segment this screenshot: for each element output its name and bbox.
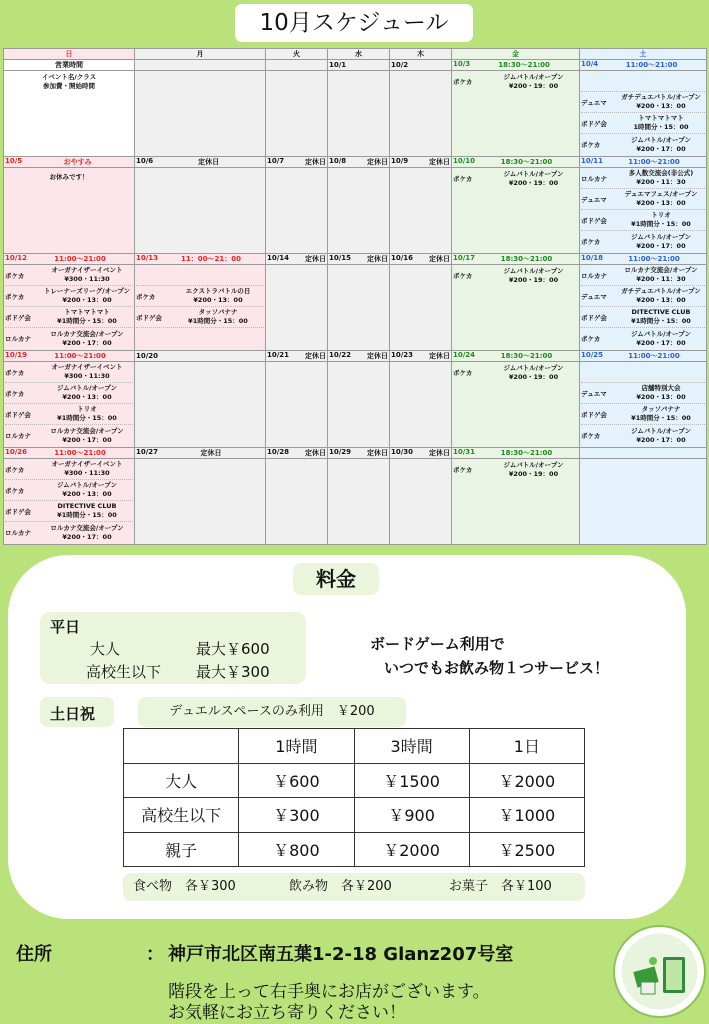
closed-label: 定休日 xyxy=(429,449,450,457)
date-cell: 10/1 xyxy=(328,60,390,71)
event-item: ボドゲ会 DITECTIVE CLUB ¥1時間分・15：00 xyxy=(581,307,705,328)
hours-cell: 11：00～21：00 xyxy=(181,255,241,263)
hours-cell: 11:00～21:00 xyxy=(628,255,680,263)
event-item: デュエマ ガチデュエバトル/オープン ¥200・13：00 xyxy=(581,286,705,307)
hours-cell: 18:30～21:00 xyxy=(500,158,553,166)
date-cell: 10/19 xyxy=(5,351,28,359)
snack-price: お菓子 各￥100 xyxy=(449,879,552,894)
date-cell: 10/12 xyxy=(5,254,28,262)
status-cell: おやすみ xyxy=(63,158,92,166)
date-cell: 10/13 xyxy=(136,254,159,262)
week2-events-row xyxy=(4,168,707,254)
event-item: ポケカ ジムバトル/オープン ¥200・19：00 xyxy=(453,266,564,284)
closed-label: 定休日 xyxy=(305,449,326,457)
hours-cell: 11:00～21:00 xyxy=(628,158,680,166)
week3-date-row xyxy=(4,254,707,265)
event-item: ポケカ オーガナイザーイベント ¥300・11:30 xyxy=(5,362,133,383)
date-cell: 10/23 xyxy=(391,351,414,359)
hours-cell: 18:30～21:00 xyxy=(498,61,550,69)
event-item: デュエマ デュエマフェス/オープン ¥200・13：00 xyxy=(581,189,705,210)
closed-label: 定休日 xyxy=(305,352,326,360)
week2-date-row xyxy=(4,157,707,168)
event-item: ボドゲ会 タッソバナナ ¥1時間分・15：00 xyxy=(136,307,264,328)
student-price: 最大￥300 xyxy=(196,663,270,681)
date-cell: 10/30 xyxy=(391,448,414,456)
weekday-mon: 月 xyxy=(135,49,266,60)
hours-cell: 11:00～21:00 xyxy=(54,255,106,263)
event-item: ポケカ ジムバトル/オープン ¥200・19：00 xyxy=(453,72,564,90)
closed-label: 定休日 xyxy=(367,255,388,263)
date-cell: 10/9 xyxy=(391,157,409,165)
event-item: ボドゲ会 トリオ ¥1時間分・15：00 xyxy=(581,210,705,231)
event-item: ボドゲ会 トマトマトマト 1時間分・15：00 xyxy=(581,113,705,134)
hours-label: 営業時間 xyxy=(4,60,135,71)
event-item: ポケカ ジムバトル/オープン ¥200・19：00 xyxy=(453,169,564,187)
food-price: 食べ物 各￥300 xyxy=(133,879,236,894)
event-item: ロルカナ ロルカナ交流会/オープン ¥200・17：00 xyxy=(5,426,124,444)
weekday-sun: 日 xyxy=(4,49,135,60)
weekday-label: 平日 xyxy=(50,618,81,636)
event-item: ポケカ ジムバトル/オープン ¥200・19：00 xyxy=(453,363,564,381)
weekday-thu: 木 xyxy=(390,49,452,60)
event-item: ポケカ ジムバトル/オープン ¥200・17：00 xyxy=(581,329,691,347)
table-row: 高校生以下 ￥300 ￥900 ￥1000 xyxy=(124,798,585,833)
closed-label: 定休日 xyxy=(429,352,450,360)
weekday-header-row xyxy=(4,49,707,60)
date-cell: 10/31 xyxy=(453,448,476,456)
drink-price: 飲み物 各￥200 xyxy=(289,879,392,894)
hours-cell: 11:00～21:00 xyxy=(54,352,106,360)
hours-cell: 11:00～21:00 xyxy=(54,449,106,457)
date-cell: 10/6 xyxy=(136,157,154,165)
date-cell: 10/8 xyxy=(329,157,347,165)
event-label: イベント名/クラス xyxy=(41,73,97,81)
date-cell: 10/11 xyxy=(581,157,604,165)
hours-cell: 11:00～21:00 xyxy=(628,352,680,360)
price-table xyxy=(123,728,585,867)
date-cell: 10/20 xyxy=(136,352,159,360)
closed-label: 定休日 xyxy=(429,158,450,166)
event-item: ポケカ ジムバトル/オープン ¥200・13：00 xyxy=(5,480,133,501)
event-item: ボドゲ会 トリオ ¥1時間分・15：00 xyxy=(5,404,133,425)
date-cell: 10/14 xyxy=(267,254,290,262)
pricing-title: 料金 xyxy=(293,563,379,595)
closed-label: 定休日 xyxy=(200,449,222,457)
table-row: 親子 ￥800 ￥2000 ￥2500 xyxy=(124,832,585,867)
week4-date-row xyxy=(4,351,707,362)
date-cell: 10/28 xyxy=(267,448,290,456)
address-label: 住所 xyxy=(16,944,52,965)
event-item: ポケカ オーガナイザーイベント ¥300・11:30 xyxy=(5,265,133,286)
week1-date-row xyxy=(4,60,707,71)
event-item: デュエマ ガチデュエバトル/オープン ¥200・13：00 xyxy=(581,92,705,113)
closed-label: 定休日 xyxy=(305,158,326,166)
logo-icon xyxy=(615,927,704,1016)
page-title: 10月スケジュール xyxy=(235,4,473,42)
event-item xyxy=(136,328,264,349)
event-item: ポケカ エクストラバトルの日 ¥200・13：00 xyxy=(136,286,264,307)
event-item: ロルカナ 多人数交流会(非公式) ¥200・11：30 xyxy=(581,168,705,189)
weekday-tue: 火 xyxy=(266,49,328,60)
date-cell: 10/4 xyxy=(581,60,599,68)
event-item xyxy=(581,71,705,92)
adult-price: 最大￥600 xyxy=(196,640,270,658)
event-item xyxy=(136,265,264,286)
week5-date-row xyxy=(4,448,707,459)
date-cell: 10/29 xyxy=(329,448,352,456)
date-cell: 10/25 xyxy=(581,351,604,359)
date-cell: 10/24 xyxy=(453,351,476,359)
date-cell: 10/17 xyxy=(453,254,476,262)
week5-events-row xyxy=(4,459,707,545)
food-drink-prices xyxy=(123,873,585,901)
date-cell: 10/15 xyxy=(329,254,352,262)
week1-events-row xyxy=(4,71,707,157)
address-note-2: お気軽にお立ち寄りください！ xyxy=(168,1003,406,1023)
event-item: ポケカ ジムバトル/オープン ¥200・13：00 xyxy=(5,383,133,404)
schedule-calendar xyxy=(3,48,707,545)
event-item: ポケカ ジムバトル/オープン ¥200・17：00 xyxy=(581,135,691,153)
hours-cell: 11:00～21:00 xyxy=(625,61,678,69)
date-cell: 10/22 xyxy=(329,351,352,359)
student-label: 高校生以下 xyxy=(86,663,162,681)
address-note-1: 階段を上って右手奥にお店がございます。 xyxy=(168,982,490,1002)
closed-label: 定休日 xyxy=(429,255,450,263)
weekday-sat: 土 xyxy=(580,49,707,60)
table-row: 大人 ￥600 ￥1500 ￥2000 xyxy=(124,763,585,798)
event-item: ロルカナ ロルカナ交流会/オープン ¥200・17：00 xyxy=(5,523,124,541)
date-cell: 10/10 xyxy=(453,157,476,165)
event-item: デュエマ 店舗特別大会 ¥200・13：00 xyxy=(581,383,705,404)
table-row: 1時間 3時間 1日 xyxy=(124,729,585,764)
event-item: ポケカ オーガナイザーイベント ¥300・11:30 xyxy=(5,459,133,480)
closed-label: 定休日 xyxy=(367,352,388,360)
event-item: ボドゲ会 タッソバナナ ¥1時間分・15：00 xyxy=(581,404,705,425)
hours-cell: 18:30～21:00 xyxy=(500,352,553,360)
weekday-fri: 金 xyxy=(452,49,580,60)
weekend-label: 土日祝 xyxy=(50,705,96,723)
date-cell: 10/16 xyxy=(391,254,414,262)
date-cell: 10/3 xyxy=(453,60,471,68)
service-note: ボードゲーム利用で いつでもお飲み物１つサービス！ xyxy=(370,635,610,677)
date-cell: 10/26 xyxy=(5,448,28,456)
event-item: ボドゲ会 DITECTIVE CLUB ¥1時間分・15：00 xyxy=(5,501,133,522)
event-item: ポケカ ジムバトル/オープン ¥200・19：00 xyxy=(453,460,564,478)
weekday-wed: 水 xyxy=(328,49,390,60)
duel-space-price: デュエルスペースのみ利用 ￥200 xyxy=(138,697,406,727)
hours-cell: 18:30～21:00 xyxy=(500,449,553,457)
closed-label: 定休日 xyxy=(367,158,388,166)
event-item: ボドゲ会 トマトマトマト ¥1時間分・15：00 xyxy=(5,307,133,328)
closed-label: 定休日 xyxy=(305,255,326,263)
address-value: 神戸市北区南五葉1-2-18 Glanz207号室 xyxy=(168,944,514,965)
date-cell: 10/21 xyxy=(267,351,290,359)
address-colon: ： xyxy=(146,944,164,965)
closed-note: お休みです！ xyxy=(49,173,89,181)
shop-logo xyxy=(613,925,706,1018)
event-item: ポケカ トレーナーズリーグ/オープン ¥200・13：00 xyxy=(5,286,133,307)
date-cell: 10/7 xyxy=(267,157,285,165)
week4-events-row xyxy=(4,362,707,448)
event-item: ポケカ ジムバトル/オープン ¥200・17：00 xyxy=(581,232,691,250)
event-item: ロルカナ ロルカナ交流会/オープン ¥200・11：30 xyxy=(581,265,705,286)
week3-events-row xyxy=(4,265,707,351)
event-item: ロルカナ ロルカナ交流会/オープン ¥200・17：00 xyxy=(5,329,124,347)
date-cell: 10/27 xyxy=(136,448,159,456)
closed-label: 定休日 xyxy=(367,449,388,457)
fee-label: 参加費・開始時間 xyxy=(43,82,95,90)
date-cell: 10/2 xyxy=(390,60,452,71)
date-cell: 10/5 xyxy=(5,157,23,165)
closed-label: 定休日 xyxy=(198,158,220,166)
date-cell: 10/18 xyxy=(581,254,604,262)
adult-label: 大人 xyxy=(90,640,121,658)
event-item xyxy=(581,362,705,383)
event-item: ポケカ ジムバトル/オープン ¥200・17：00 xyxy=(581,426,691,444)
hours-cell: 18:30～21:00 xyxy=(500,255,553,263)
